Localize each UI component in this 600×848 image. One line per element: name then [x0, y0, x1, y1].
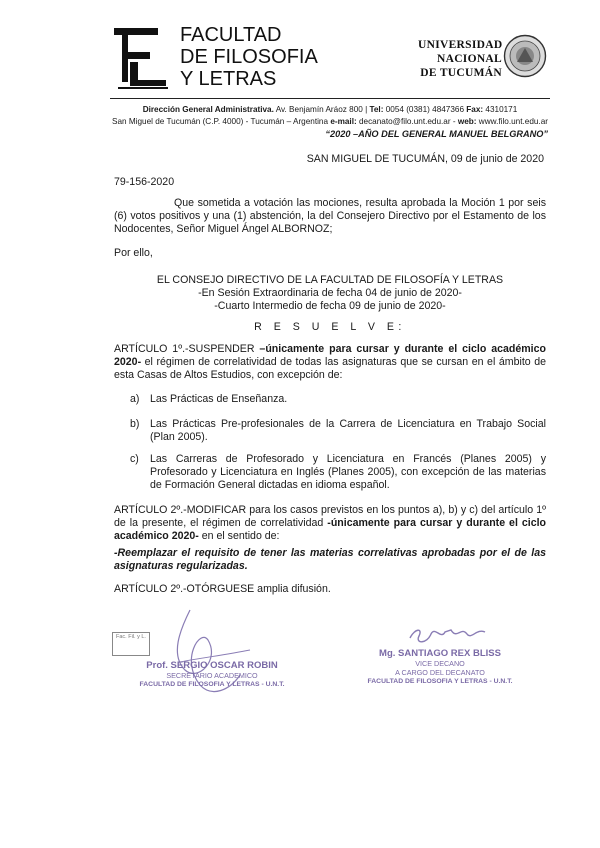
- por-ello: Por ello,: [114, 247, 153, 259]
- university-seal: [503, 34, 547, 78]
- council-heading: [114, 274, 546, 313]
- signature-block-right: [360, 648, 520, 686]
- replacement-clause: -Reemplazar el requisito de tener las materias correlativas aprobadas por el de las asignaturas regularizadas.: [114, 547, 546, 572]
- list-item-label: a): [130, 393, 140, 405]
- signer-role: A CARGO DEL DECANATO: [395, 668, 485, 677]
- signer-institution: FACULTAD DE FILOSOFIA Y LETRAS - U.N.T.: [367, 678, 513, 685]
- council-line: EL CONSEJO DIRECTIVO DE LA FACULTAD DE FILOSOFÍA Y LETRAS: [156, 274, 504, 286]
- year-motto: “2020 –AÑO DEL GENERAL MANUEL BELGRANO”: [325, 129, 548, 139]
- resuelve-heading: R E S U E L V E:: [254, 321, 406, 333]
- address-street: Av. Benjamín Aráoz 800 |: [273, 105, 370, 114]
- email-label: e-mail:: [330, 117, 357, 126]
- council-line: -Cuarto Intermedio de fecha 09 de junio de 2020-: [214, 300, 446, 312]
- article-2: [114, 504, 546, 543]
- web-label: web:: [457, 117, 477, 126]
- signer-name: Prof. SERGIO OSCAR ROBIN: [146, 660, 278, 671]
- registry-stamp: Fac. Fil. y L.: [112, 632, 150, 656]
- header-divider: [110, 98, 550, 99]
- document-date: SAN MIGUEL DE TUCUMÁN, 09 de junio de 2020: [306, 153, 544, 165]
- university-title: [418, 38, 502, 80]
- fax-label: Fax:: [466, 105, 484, 114]
- signature-right-scribble: [405, 620, 495, 650]
- signer-role: SECRETARIO ACADEMICO: [166, 671, 258, 680]
- article-2-emphasis: -únicamente para cursar y durante el ciclo académico 2020-: [114, 517, 546, 542]
- signer-role: VICE DECANO: [415, 659, 465, 668]
- document-reference: 79-156-2020: [114, 176, 175, 188]
- address-city: San Miguel de Tucumán (C.P. 4000) - Tucumán – Argentina: [112, 117, 331, 126]
- council-line: -En Sesión Extraordinaria de fecha 04 de junio de 2020-: [198, 287, 462, 299]
- fax-value: 4310171: [483, 105, 518, 114]
- article-1-text: el régimen de correlatividad de todas las asignaturas que se cursan en el ámbito de esta Casas de Altos Estudios, con excepción de:: [114, 356, 546, 381]
- address-label: Dirección General Administrativa.: [142, 105, 274, 114]
- signer-name: Mg. SANTIAGO REX BLISS: [379, 648, 501, 659]
- university-line: UNIVERSIDAD: [418, 39, 503, 51]
- signer-institution: FACULTAD DE FILOSOFIA Y LETRAS - U.N.T.: [139, 681, 285, 688]
- signature-left-scribble: [150, 600, 270, 710]
- signature-block-left: [122, 660, 302, 689]
- list-item-label: c): [130, 453, 139, 465]
- article-1-prefix: ARTÍCULO 1º.-SUSPENDER: [114, 343, 260, 355]
- list-item-text: Las Prácticas Pre-profesionales de la Carrera de Licenciatura en Trabajo Social (Plan 2005).: [150, 418, 546, 443]
- faculty-title: [180, 24, 318, 90]
- university-line: DE TUCUMÁN: [420, 67, 502, 79]
- tel-value: 0054 (0381) 4847366: [383, 105, 467, 114]
- web-value: www.filo.unt.edu.ar: [476, 117, 548, 126]
- university-line: NACIONAL: [436, 53, 502, 65]
- article-1: [114, 343, 546, 382]
- faculty-line: FACULTAD: [180, 24, 282, 46]
- faculty-line: Y LETRAS: [180, 68, 277, 90]
- article-2-prefix: ARTÍCULO 2º.-MODIFICAR para los casos previstos en los puntos a), b) y c) del artículo 1º de la presente, el régimen de correlatividad: [114, 504, 546, 529]
- address-line: [100, 104, 560, 115]
- tel-label: Tel:: [369, 105, 384, 114]
- list-item-text: Las Carreras de Profesorado y Licenciatura en Francés (Planes 2005) y Profesorado y Licenciatura en Inglés (Planes 2005), con excepción de las materias de Formación General dictadas en idioma español.: [150, 453, 546, 491]
- list-item-text: Las Prácticas de Enseñanza.: [150, 393, 288, 405]
- list-item: [130, 453, 546, 495]
- article-3: ARTÍCULO 2º.-OTÓRGUESE amplia difusión.: [114, 583, 331, 595]
- list-item-label: b): [130, 418, 140, 430]
- contact-line: [100, 116, 560, 127]
- article-1-emphasis: –únicamente para cursar y durante el ciclo académico 2020-: [114, 343, 546, 368]
- faculty-line: DE FILOSOFIA: [180, 46, 318, 68]
- email-value: decanato@filo.unt.edu.ar -: [356, 117, 458, 126]
- article-2-text: en el sentido de:: [198, 530, 280, 542]
- faculty-logo: [108, 22, 174, 90]
- list-item: [130, 418, 546, 446]
- considerando-paragraph: Que sometida a votación las mociones, resulta aprobada la Moción 1 por seis (6) votos positivos y una (1) abstención, la del Consejero Directivo por el Estamento de los Nodocentes, Señor Miguel Ángel ALBORNOZ;: [114, 197, 546, 235]
